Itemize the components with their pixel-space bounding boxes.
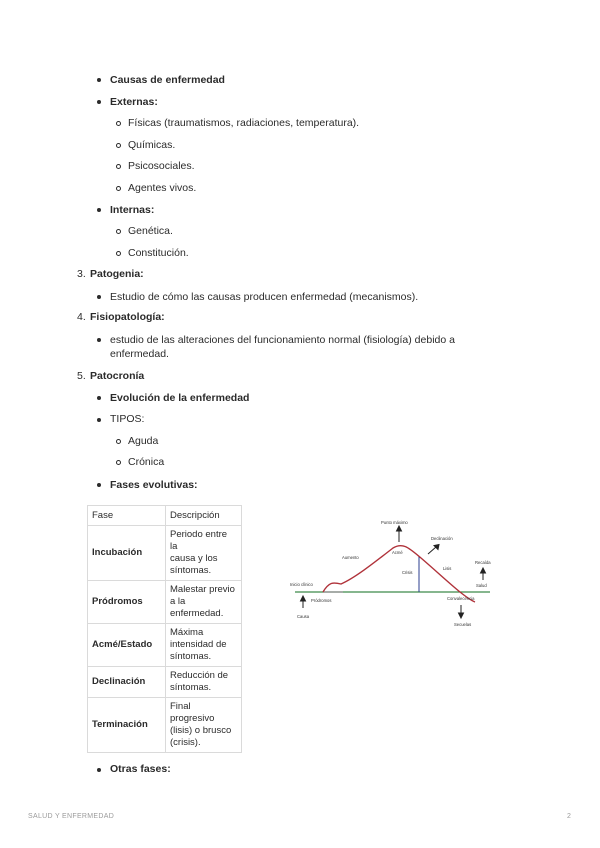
desc-line: (crisis).: [170, 737, 201, 748]
label-recaida: Recaída: [475, 560, 491, 565]
arrow-up-right-icon: [428, 545, 439, 555]
desc-line: enfermedad.: [170, 608, 224, 619]
label-aumento: Aumento: [342, 555, 359, 560]
phase-name: Declinación: [88, 667, 166, 698]
patocronia-title: Patocronía: [90, 370, 145, 382]
table-row: [88, 526, 242, 581]
phase-name: Incubación: [88, 526, 166, 581]
phase-name: Acmé/Estado: [88, 624, 166, 667]
desc-line: Reducción de: [170, 670, 229, 681]
circle-bullet: [116, 164, 121, 169]
section-number: 3.: [77, 268, 86, 280]
desc-line: Malestar previo: [170, 584, 235, 595]
bullet-dot: [97, 78, 101, 82]
label-salud: Salud: [476, 583, 487, 588]
list-item: Crónica: [128, 456, 165, 468]
page-number: 2: [567, 813, 572, 820]
fisiopatologia-text: estudio de las alteraciones del funcionamiento normal (fisiología) debido a: [110, 334, 455, 346]
list-item: Aguda: [128, 435, 159, 447]
section-number: 5.: [77, 370, 86, 382]
table-header: Fase: [88, 506, 166, 526]
arrow-down-icon: [459, 605, 464, 618]
desc-line: intensidad de: [170, 639, 227, 650]
list-item: Genética.: [128, 225, 173, 237]
table-header-row: [88, 506, 242, 526]
fisiopatologia-text: enfermedad.: [110, 348, 169, 360]
list-item: Químicas.: [128, 139, 176, 151]
table-header: Descripción: [166, 506, 242, 526]
label-crisis: Crisis: [402, 570, 413, 575]
label-punto-maximo: Punto máximo: [381, 520, 408, 525]
bullet-dot: [97, 768, 101, 772]
circle-bullet: [116, 439, 121, 444]
desc-line: causa y los: [170, 553, 218, 564]
footer-title: SALUD Y ENFERMEDAD: [28, 813, 115, 820]
arrow-up-icon: [481, 568, 486, 580]
list-item: Psicosociales.: [128, 160, 195, 172]
bullet-dot: [97, 396, 101, 400]
desc-line: a la: [170, 596, 186, 607]
phases-table: [87, 505, 242, 753]
arrow-up-icon: [397, 526, 402, 542]
desc-line: síntomas.: [170, 682, 212, 693]
phase-name: Terminación: [88, 698, 166, 753]
phase-description: [166, 698, 242, 753]
otras-fases-title: Otras fases:: [110, 763, 171, 775]
fisiopatologia-title: Fisiopatología:: [90, 311, 165, 323]
desc-line: (lisis) o brusco: [170, 725, 232, 736]
table-row: [88, 581, 242, 624]
internas-title: Internas:: [110, 204, 155, 216]
evolucion-title: Evolución de la enfermedad: [110, 392, 250, 404]
desc-line: Periodo entre la: [170, 529, 228, 552]
circle-bullet: [116, 186, 121, 191]
patogenia-title: Patogenia:: [90, 268, 144, 280]
desc-line: Final: [170, 701, 191, 712]
desc-line: síntomas.: [170, 565, 212, 576]
bullet-dot: [97, 295, 101, 299]
table-row: [88, 667, 242, 698]
list-item: Constitución.: [128, 247, 189, 259]
fases-title: Fases evolutivas:: [110, 479, 198, 491]
phase-description: [166, 667, 242, 698]
desc-line: síntomas.: [170, 651, 212, 662]
externas-title: Externas:: [110, 96, 158, 108]
phase-description: [166, 624, 242, 667]
phase-description: [166, 581, 242, 624]
label-secuelas: Secuelas: [454, 622, 472, 627]
arrow-up-icon: [301, 596, 306, 608]
label-acme: Acmé: [392, 550, 403, 555]
bullet-dot: [97, 418, 101, 422]
phase-name: Pródromos: [88, 581, 166, 624]
circle-bullet: [116, 229, 121, 234]
label-convalecencia: Convalecencia: [447, 596, 475, 601]
circle-bullet: [116, 460, 121, 465]
phase-description: [166, 526, 242, 581]
section-number: 4.: [77, 311, 86, 323]
label-inicio: Inicio clínico: [290, 582, 313, 587]
circle-bullet: [116, 251, 121, 256]
bullet-dot: [97, 338, 101, 342]
patogenia-text: Estudio de cómo las causas producen enfermedad (mecanismos).: [110, 291, 419, 303]
circle-bullet: [116, 143, 121, 148]
circle-bullet: [116, 121, 121, 126]
table-row: [88, 698, 242, 753]
list-item: Agentes vivos.: [128, 182, 197, 194]
label-lisis: Lisis: [443, 566, 452, 571]
disease-evolution-diagram: [285, 512, 500, 634]
desc-line: progresivo: [170, 713, 215, 724]
label-declinacion: Declinación: [431, 536, 453, 541]
bullet-dot: [97, 100, 101, 104]
desc-line: Máxima: [170, 627, 204, 638]
table-row: [88, 624, 242, 667]
bullet-dot: [97, 483, 101, 487]
list-item: Físicas (traumatismos, radiaciones, temperatura).: [128, 117, 360, 129]
label-causa: Causa: [297, 614, 310, 619]
causas-title: Causas de enfermedad: [110, 74, 225, 86]
tipos-label: TIPOS:: [110, 413, 145, 425]
label-prodromos: Pródromos: [311, 598, 332, 603]
bullet-dot: [97, 208, 101, 212]
